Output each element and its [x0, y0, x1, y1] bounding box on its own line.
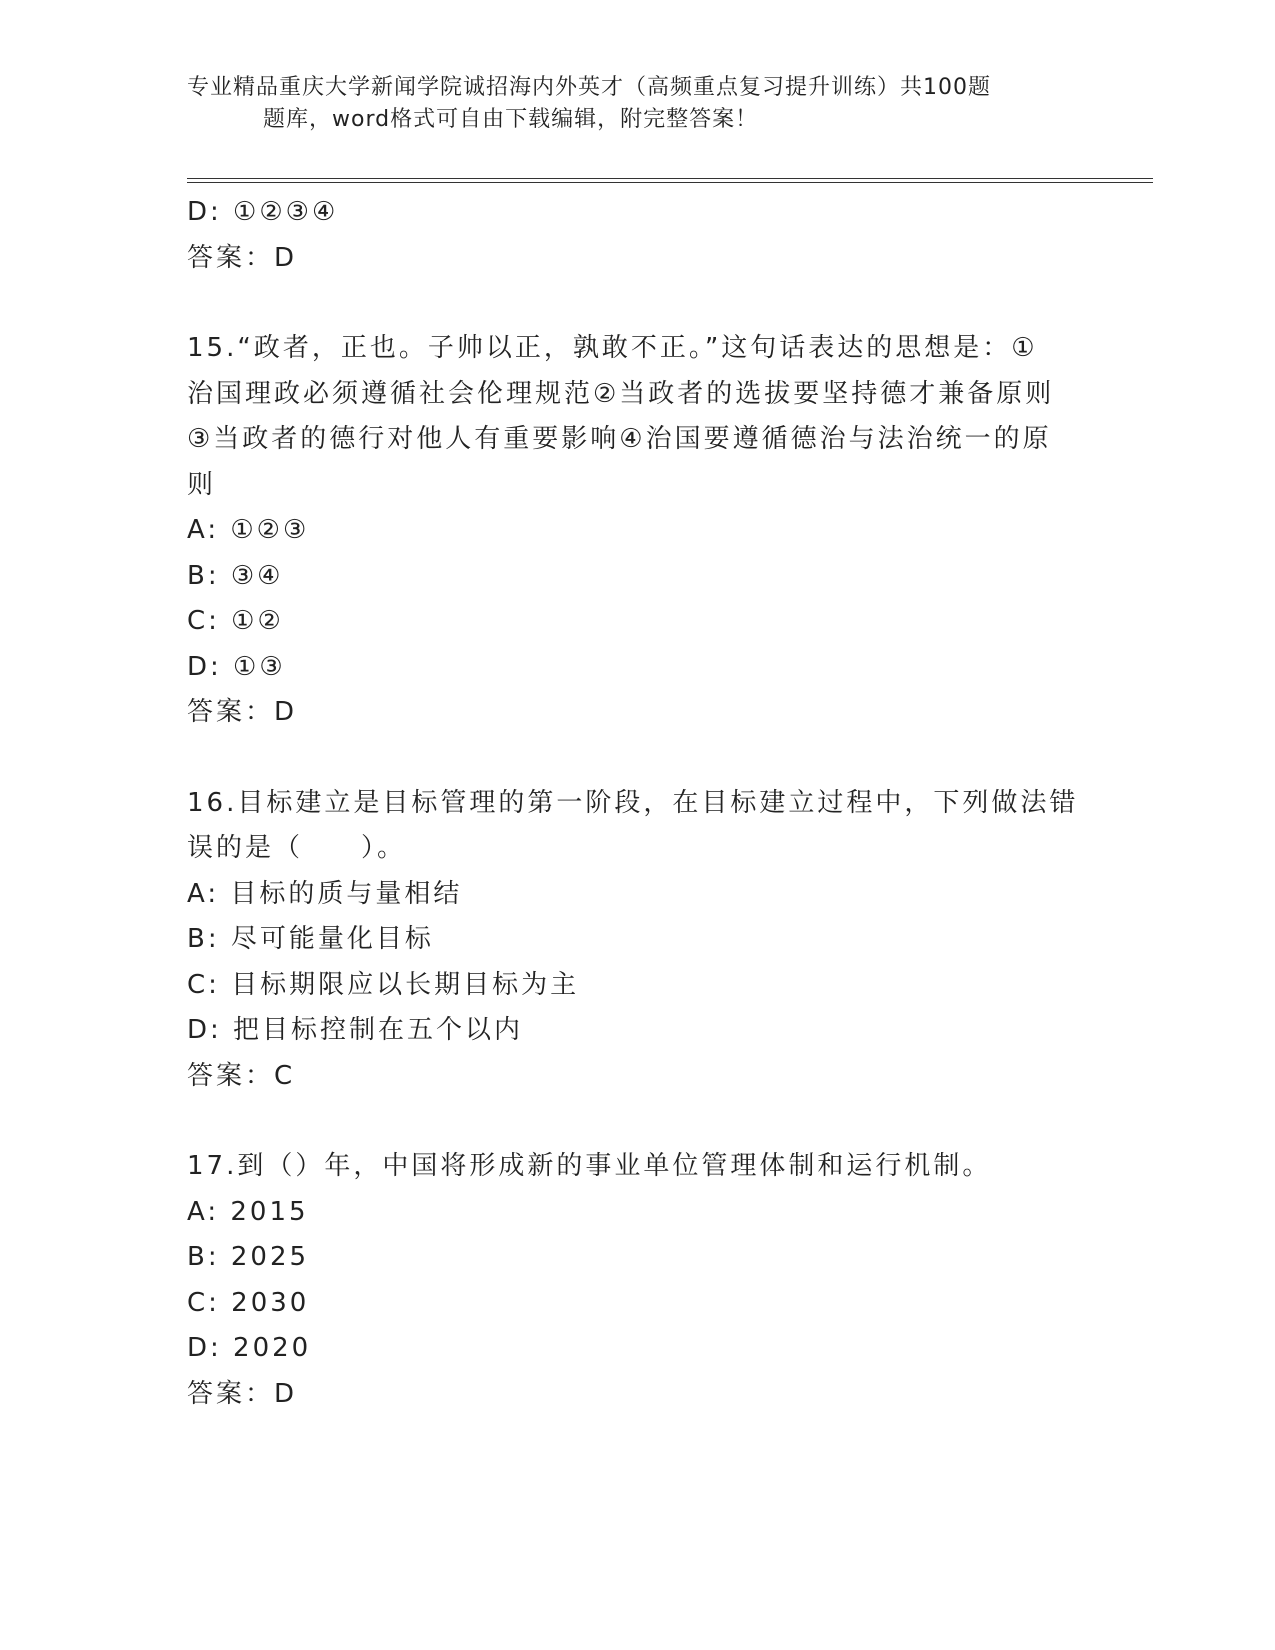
answer-line: 答案：D	[187, 242, 298, 273]
answer-line: 答案：D	[187, 1378, 298, 1409]
option-a: A: ①②③	[187, 515, 310, 545]
carryover-block	[187, 190, 1077, 281]
header-divider-thick	[187, 182, 1153, 183]
question-text-line: 治国理政必须遵循社会伦理规范②当政者的选拔要坚持德才兼备原则	[187, 378, 1055, 409]
question-16	[187, 781, 1077, 1100]
question-text-line: ③当政者的德行对他人有重要影响④治国要遵循德治与法治统一的原	[187, 424, 1052, 454]
option-b: B: 尽可能量化目标	[187, 924, 434, 954]
option-d: D: 2020	[187, 1333, 312, 1363]
header-title-line2: 题库，word格式可自由下载编辑，附完整答案！	[263, 107, 759, 132]
document-header	[187, 72, 1067, 136]
question-text-line: 则	[187, 469, 217, 500]
question-15	[187, 326, 1077, 736]
option-b: B: 2025	[187, 1242, 310, 1272]
question-text-line: 17.到（）年，中国将形成新的事业单位管理体制和运行机制。	[187, 1151, 992, 1181]
document-body	[187, 190, 1077, 1462]
question-17	[187, 1144, 1077, 1417]
option-c: C: 目标期限应以长期目标为主	[187, 969, 580, 1000]
header-divider-thin	[187, 178, 1153, 179]
option-c: C: ①②	[187, 606, 284, 636]
option-a: A: 2015	[187, 1196, 309, 1227]
question-text-line: 误的是（ ）。	[187, 833, 407, 863]
header-title-line1: 专业精品重庆大学新闻学院诚招海内外英才（高频重点复习提升训练）共100题	[187, 75, 991, 100]
question-text-line: 16.目标建立是目标管理的第一阶段，在目标建立过程中，下列做法错	[187, 787, 1079, 818]
option-c: C: 2030	[187, 1287, 310, 1318]
option-d: D: 把目标控制在五个以内	[187, 1015, 524, 1045]
answer-line: 答案：C	[187, 1060, 296, 1091]
option-d: D: ①②③④	[187, 197, 339, 227]
option-b: B: ③④	[187, 560, 284, 591]
option-a: A: 目标的质与量相结	[187, 878, 463, 909]
answer-line: 答案：D	[187, 697, 298, 727]
question-text-line: 15.“政者，正也。子帅以正，孰敢不正。”这句话表达的思想是：①	[187, 333, 1038, 363]
option-d: D: ①③	[187, 651, 286, 682]
